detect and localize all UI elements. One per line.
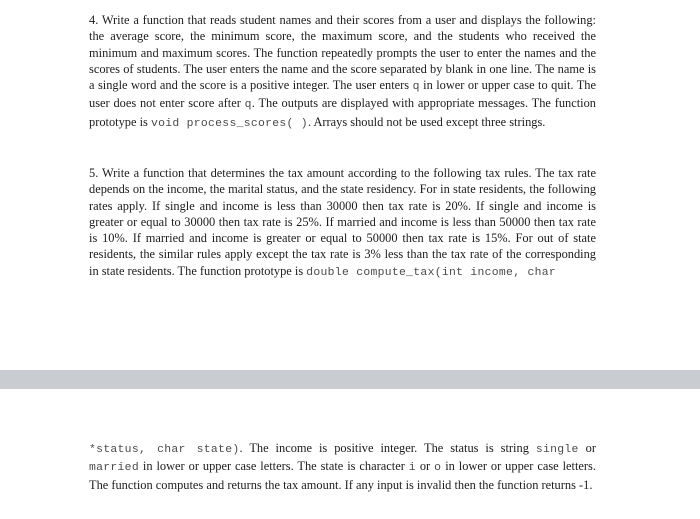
- compute-tax-prototype-start: double compute_tax(int income, char: [306, 266, 557, 279]
- problem-4-part-3: . The outputs are displayed with appropriate messages. The function prototype is: [89, 96, 596, 129]
- problem-4-part-4: . Arrays should not be used except three strings.: [307, 114, 546, 129]
- status-single: single: [535, 444, 579, 456]
- problem-5-cont-part-4: or: [415, 459, 435, 474]
- page-separator: [0, 370, 700, 389]
- state-char-o: o: [434, 462, 442, 475]
- problem-5-part-1: 5. Write a function that determines the tax amount according to the following tax rules. The tax rate depends on the income, the marital status, and the state residency. For in state residents, the following rates apply. If single and income is less than 30000 then tax rate is 20%. If single and income is greater or equal to 30000 then tax rate is 25%. If married and income is less than 50000 then tax rate is 10%. If married and income is greater or equal to 50000 then tax rate is 15%. For out of state residents, the similar rules apply except the tax rate is 3% less than the tax rate of the corresponding in state residents. The function prototype is: [89, 166, 596, 278]
- problem-5-cont-part-1: . The income is positive integer. The status is string: [239, 441, 536, 455]
- quit-key-q: q: [412, 81, 420, 94]
- problem-5-text: [89, 165, 596, 281]
- compute-tax-prototype-end: *status, char state): [89, 444, 240, 456]
- problem-5-cont-part-2: or: [578, 441, 596, 455]
- problem-4-text: [89, 12, 596, 132]
- status-married: married: [89, 462, 139, 475]
- problem-5-cont-part-5: in lower or upper case letters. The function computes and returns the tax amount. If any input is invalid then the function returns -1.: [89, 459, 596, 492]
- state-char-i: i: [408, 462, 416, 475]
- problem-5-continued-text: [89, 440, 596, 493]
- problem-5-cont-part-3: in lower or upper case letters. The state is character: [138, 459, 409, 474]
- problem-4-part-1: 4. Write a function that reads student names and their scores from a user and displays the following: the average score, the minimum score, the maximum score, and the students who received the minimum and maximum scores. The function repeatedly prompts the user to enter the names and the scores of students. The user enters the name and the score separated by blank in one line. The name is a single word and the score is a positive integer. The user enters: [89, 13, 596, 93]
- quit-key-q-2: q: [244, 99, 252, 112]
- process-scores-prototype: void process_scores( ): [150, 117, 308, 130]
- problem-4-part-2: in lower or upper case to quit. The user does not enter score after: [89, 78, 596, 111]
